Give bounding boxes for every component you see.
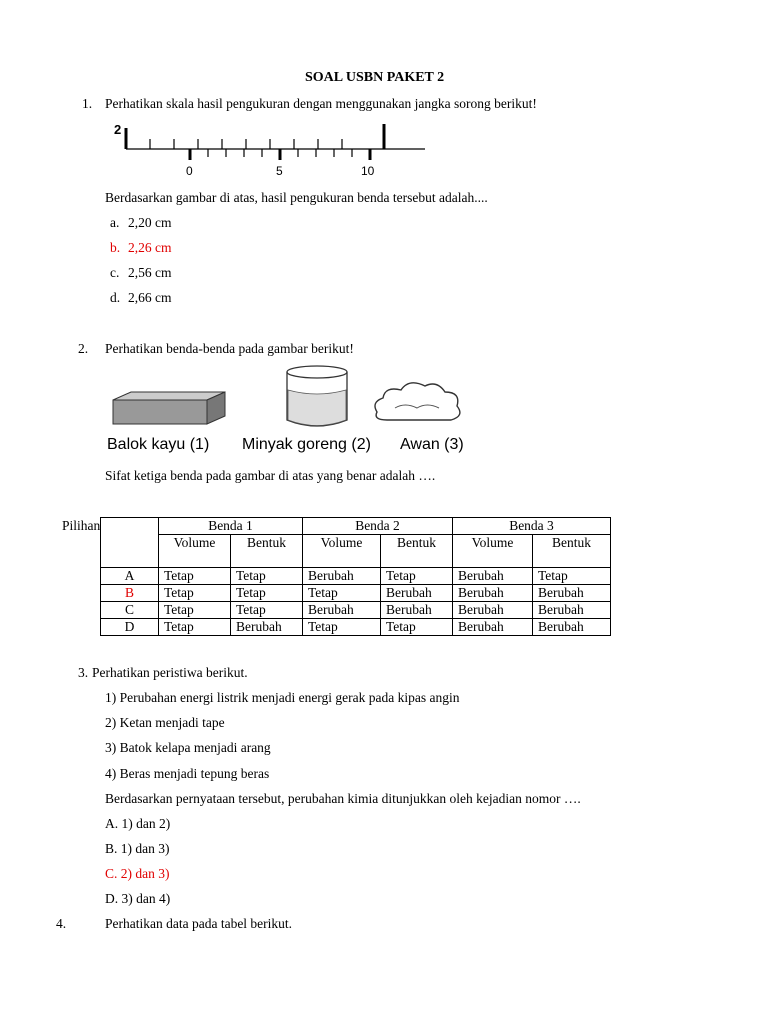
q1-number: 1. [82,96,93,111]
q1-option-d-letter: d. [110,290,121,305]
scale-label-0: 0 [186,164,193,178]
q4-number: 4. [56,916,67,931]
header-benda-3: Benda 3 [453,518,611,535]
table-cell: Berubah [533,619,611,636]
page-title: SOAL USBN PAKET 2 [305,70,445,85]
table-row [101,585,611,602]
table-cell: Berubah [533,585,611,602]
pilihan-label: Pilihan [62,518,101,533]
scale-top-label: 2 [114,122,122,137]
q1-option-a-letter: a. [110,215,120,230]
q3-number: 3. [78,665,89,680]
table-cell: Berubah [453,568,533,585]
table-cell: Berubah [381,585,453,602]
q1-text: Perhatikan skala hasil pengukuran dengan menggunakan jangka sorong berikut! [105,96,537,111]
label-awan: Awan (3) [400,436,464,453]
table-subheader-row [101,535,611,568]
q3-option-a: A. 1) dan 2) [105,816,171,831]
table-header-row [101,518,611,535]
label-minyak-goreng: Minyak goreng (2) [242,436,371,453]
label-balok-kayu: Balok kayu (1) [107,436,210,453]
scale-label-5: 5 [276,164,283,178]
q3-option-d: D. 3) dan 4) [105,891,171,906]
q3-item-1: 1) Perubahan energi listrik menjadi energi gerak pada kipas angin [105,690,460,705]
table-cell: Berubah [303,602,381,619]
scale-label-10: 10 [361,164,375,178]
table-row [101,602,611,619]
row-key-a: A [101,568,159,585]
subheader-bentuk: Bentuk [231,535,303,568]
q1-option-c: 2,56 cm [128,265,172,280]
q3-prompt: Berdasarkan pernyataan tersebut, perubahan kimia ditunjukkan oleh kejadian nomor …. [105,791,581,806]
q3-text: Perhatikan peristiwa berikut. [92,665,248,680]
table-cell: Berubah [453,585,533,602]
q1-option-d: 2,66 cm [128,290,172,305]
table-row [101,568,611,585]
subheader-volume: Volume [159,535,231,568]
table-cell: Tetap [533,568,611,585]
q3-option-b: B. 1) dan 3) [105,841,170,856]
table-cell: Tetap [381,568,453,585]
table-cell: Tetap [381,619,453,636]
header-benda-2: Benda 2 [303,518,453,535]
row-key-c: C [101,602,159,619]
table-cell: Tetap [303,619,381,636]
table-cell: Berubah [231,619,303,636]
table-cell: Berubah [533,602,611,619]
table-cell: Tetap [159,619,231,636]
row-key-b-answer: B [101,585,159,602]
properties-table [100,517,611,636]
cloud-icon [375,383,460,420]
q3-option-c-answer: C. 2) dan 3) [105,866,170,881]
q3-item-2: 2) Ketan menjadi tape [105,715,225,730]
subheader-bentuk: Bentuk [533,535,611,568]
header-benda-1: Benda 1 [159,518,303,535]
pilihan-header-cell [101,518,159,568]
subheader-bentuk: Bentuk [381,535,453,568]
q1-option-b-letter: b. [110,240,121,255]
cooking-oil-icon [287,366,347,426]
table-cell: Berubah [453,602,533,619]
table-cell: Berubah [381,602,453,619]
row-key-d: D [101,619,159,636]
q1-option-b-answer: 2,26 cm [128,240,172,255]
table-cell: Tetap [159,568,231,585]
table-row [101,619,611,636]
q2-number: 2. [78,341,89,356]
q2-objects-figure [105,362,475,434]
table-cell: Tetap [231,602,303,619]
table-cell: Tetap [231,568,303,585]
q2-text: Perhatikan benda-benda pada gambar berikut! [105,341,354,356]
table-cell: Tetap [159,585,231,602]
subheader-volume: Volume [453,535,533,568]
q4-text: Perhatikan data pada tabel berikut. [105,916,293,931]
vernier-scale-figure [110,120,430,180]
subheader-volume: Volume [303,535,381,568]
table-cell: Tetap [303,585,381,602]
table-cell: Tetap [231,585,303,602]
table-cell: Berubah [303,568,381,585]
wood-block-icon [113,392,225,424]
table-cell: Berubah [453,619,533,636]
q1-option-c-letter: c. [110,265,120,280]
q3-item-4: 4) Beras menjadi tepung beras [105,766,270,781]
q1-option-a: 2,20 cm [128,215,172,230]
table-cell: Tetap [159,602,231,619]
q2-prompt: Sifat ketiga benda pada gambar di atas yang benar adalah …. [105,468,436,483]
q3-item-3: 3) Batok kelapa menjadi arang [105,740,271,755]
q1-prompt: Berdasarkan gambar di atas, hasil pengukuran benda tersebut adalah.... [105,190,488,205]
